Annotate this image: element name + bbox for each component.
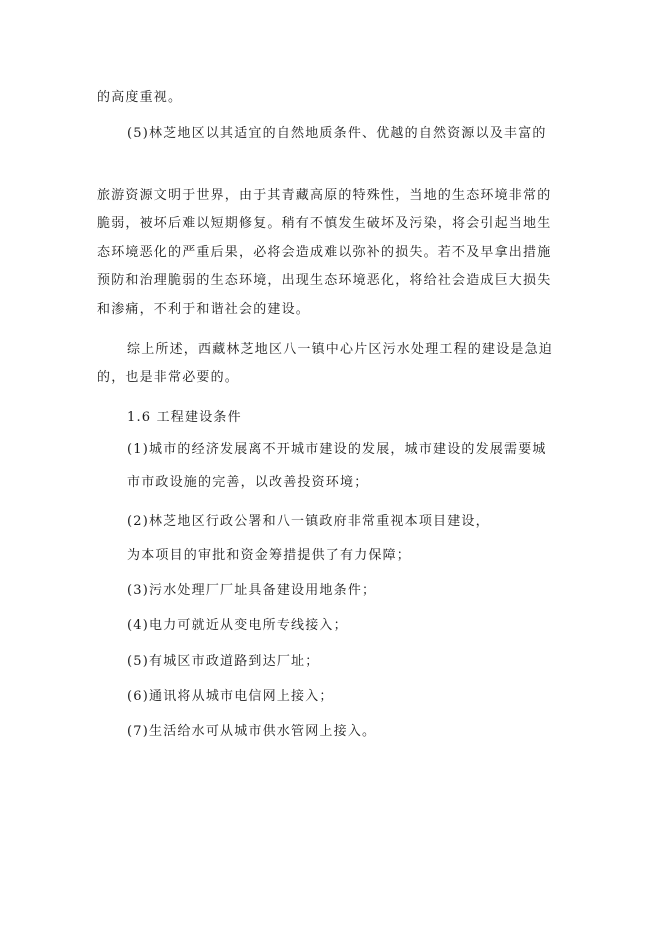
paragraph-line: 市市政设施的完善，以改善投资环境；	[127, 475, 369, 490]
paragraph-line: 综上所述，西藏林芝地区八一镇中心片区污水处理工程的建设是急迫	[127, 342, 554, 357]
paragraph-line: 预防和治理脆弱的生态环境，出现生态环境恶化，将给社会造成巨大损失	[97, 273, 552, 288]
section-heading: 1.6 工程建设条件	[127, 410, 242, 425]
list-item: (3)污水处理厂厂址具备建设用地条件；	[127, 583, 377, 598]
paragraph-line: (1)城市的经济发展离不开城市建设的发展，城市建设的发展需要城	[127, 442, 547, 457]
list-item: (5)有城区市政道路到达厂址；	[127, 654, 320, 669]
paragraph-line: 旅游资源文明于世界，由于其青藏高原的特殊性，当地的生态环境非常的	[97, 188, 552, 203]
paragraph-line: 的高度重视。	[97, 90, 183, 105]
paragraph-line: 脆弱，被坏后难以短期修复。稍有不慎发生破坏及污染，将会引起当地生	[97, 216, 552, 231]
paragraph-line: (5)林芝地区以其适宜的自然地质条件、优越的自然资源以及丰富的	[127, 126, 547, 141]
paragraph-line: 为本项目的审批和资金筹措提供了有力保障；	[127, 548, 412, 563]
paragraph-line: 和渗痛，不利于和谐社会的建设。	[97, 302, 311, 317]
list-item: (4)电力可就近从变电所专线接入；	[127, 618, 348, 633]
list-item: (7)生活给水可从城市供水管网上接入。	[127, 724, 377, 739]
paragraph-line: (2)林芝地区行政公署和八一镇政府非常重视本项目建设，	[127, 514, 490, 529]
paragraph-line: 态环境恶化的严重后果，必将会造成难以弥补的损失。若不及早拿出措施	[97, 245, 552, 260]
list-item: (6)通讯将从城市电信网上接入；	[127, 689, 334, 704]
paragraph-line: 的，也是非常必要的。	[97, 370, 240, 385]
